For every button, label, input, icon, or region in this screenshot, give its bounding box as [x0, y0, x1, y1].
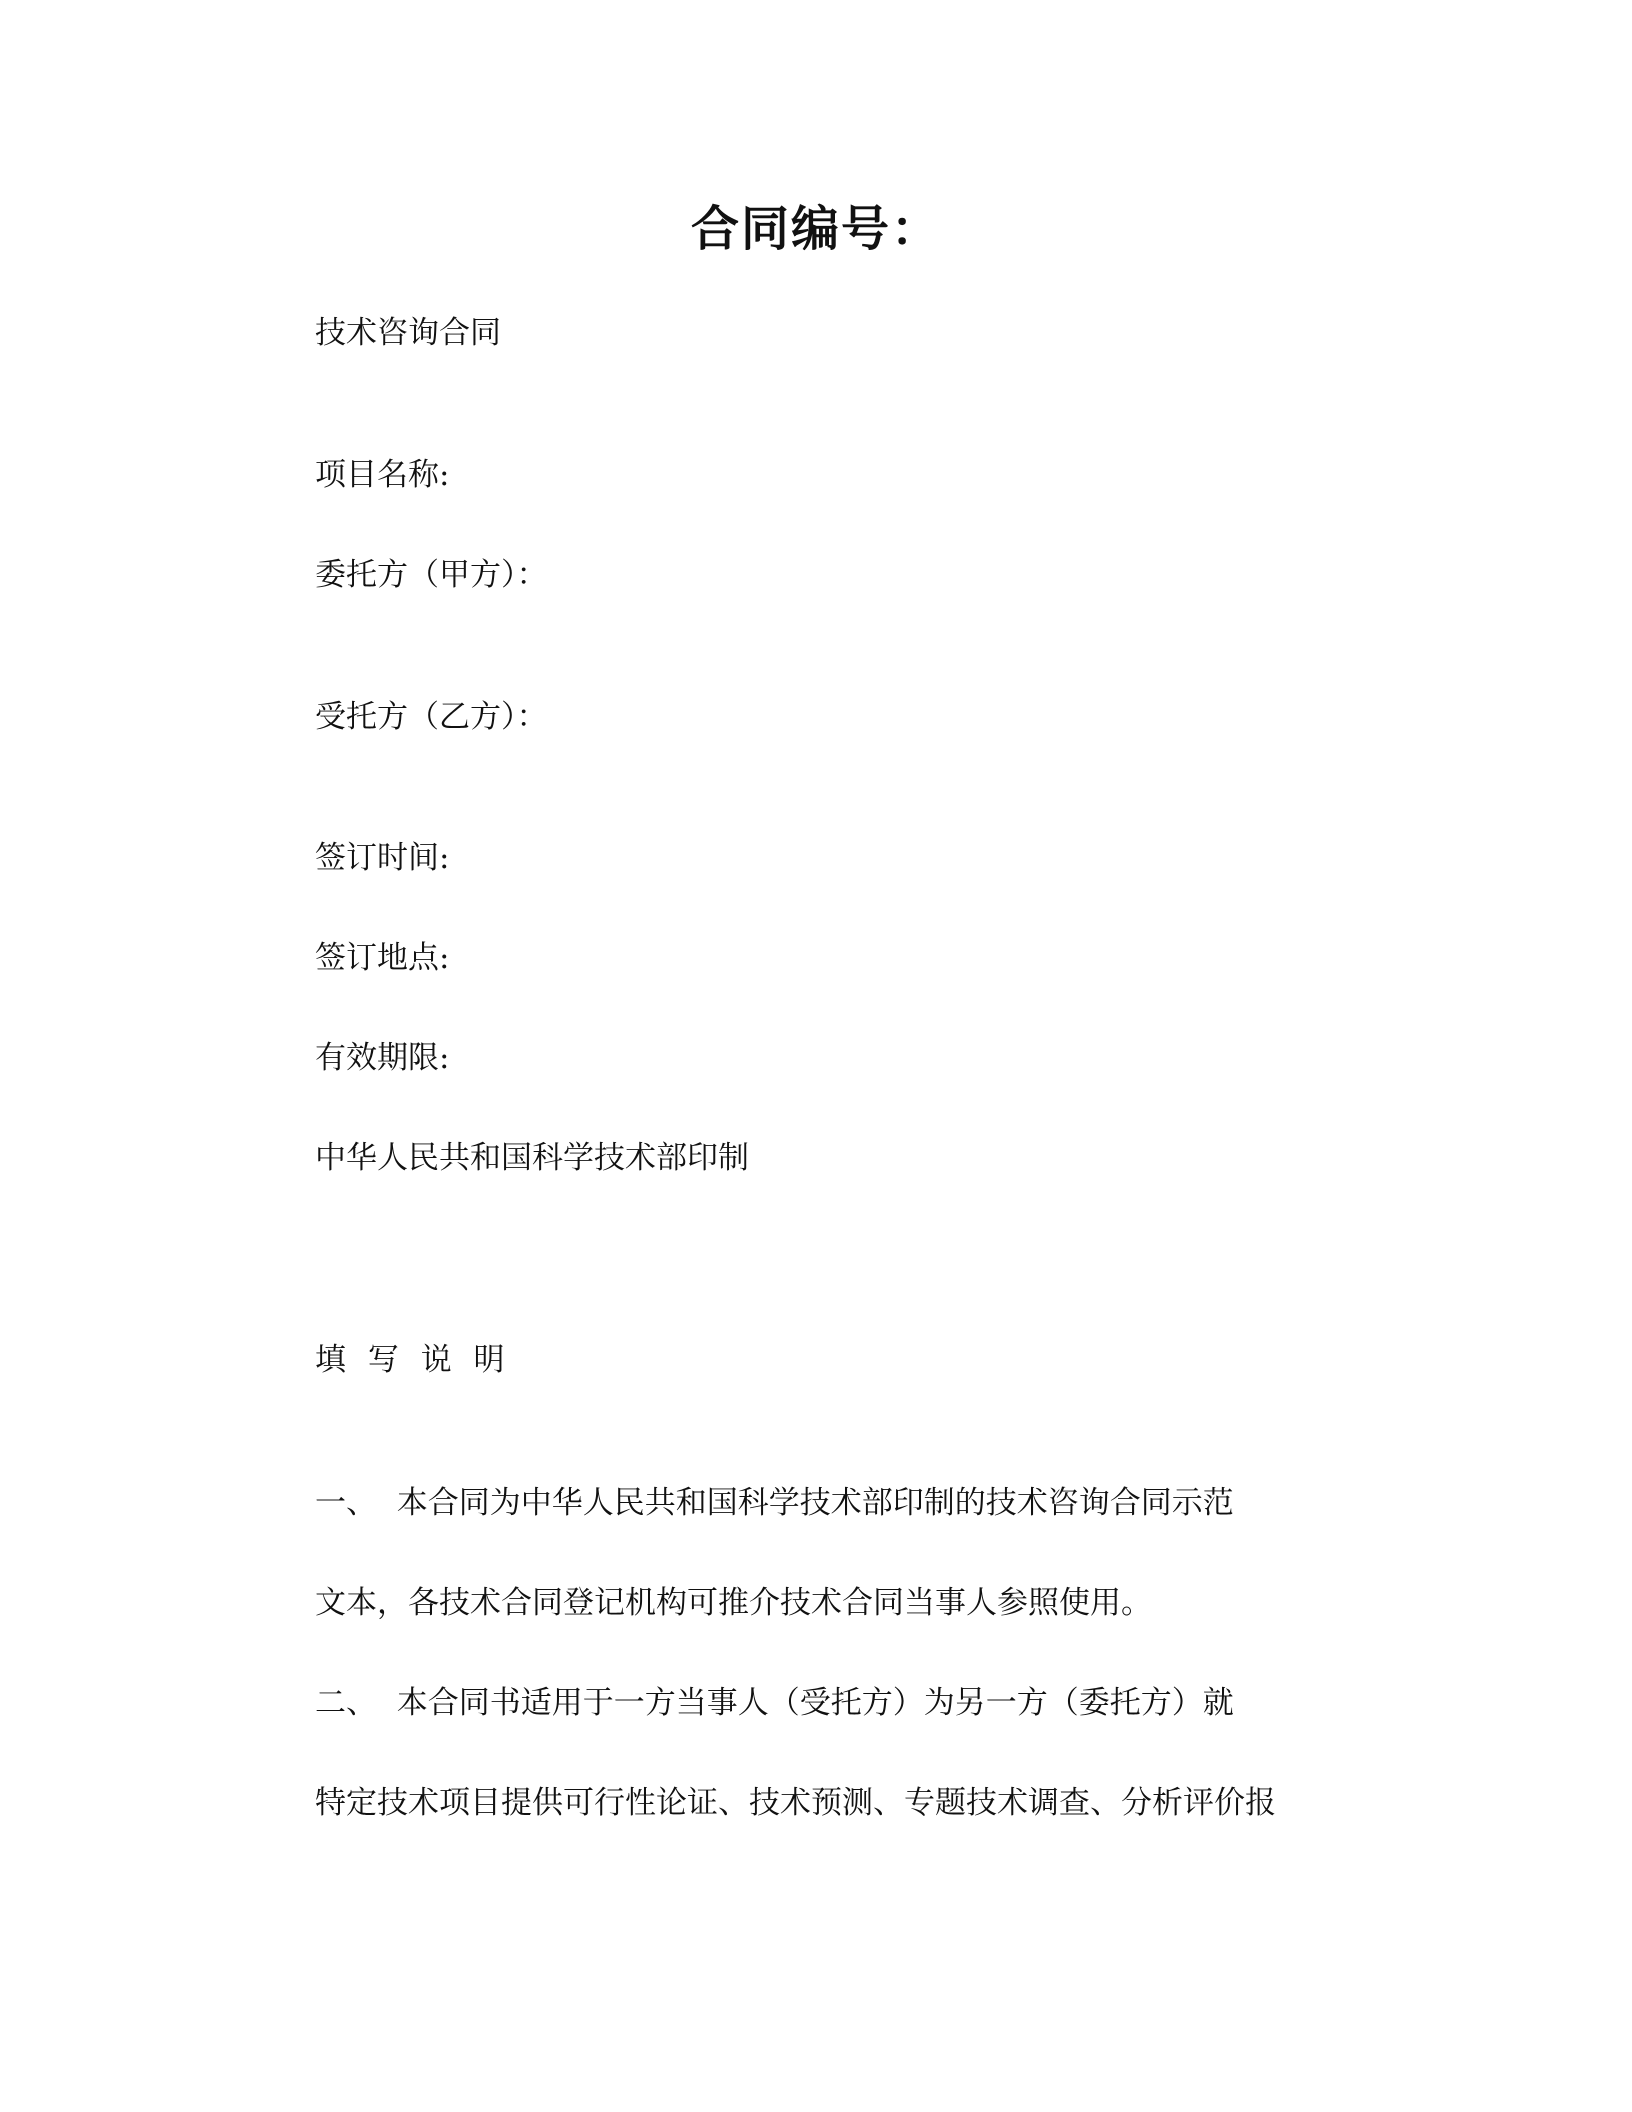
instruction-line: 二、 本合同书适用于一方当事人（受托方）为另一方（委托方）就	[315, 1685, 1234, 1721]
field-sign-place: 签订地点:	[315, 940, 450, 976]
field-client: 委托方（甲方）：	[315, 557, 548, 593]
instruction-line: 一、 本合同为中华人民共和国科学技术部印制的技术咨询合同示范	[315, 1485, 1234, 1521]
field-validity: 有效期限:	[315, 1040, 450, 1076]
instruction-line: 文本，各技术合同登记机构可推介技术合同当事人参照使用。	[315, 1585, 1152, 1621]
instruction-line: 特定技术项目提供可行性论证、技术预测、专题技术调查、分析评价报	[315, 1785, 1276, 1821]
issuer: 中华人民共和国科学技术部印制	[315, 1140, 749, 1176]
field-project-name: 项目名称:	[315, 457, 450, 493]
contract-type: 技术咨询合同	[315, 315, 501, 351]
contract-number-title: 合同编号：	[690, 201, 941, 257]
field-sign-time: 签订时间:	[315, 840, 450, 876]
field-contractor: 受托方（乙方）：	[315, 699, 548, 735]
instructions-heading: 填 写 说 明	[315, 1342, 511, 1378]
